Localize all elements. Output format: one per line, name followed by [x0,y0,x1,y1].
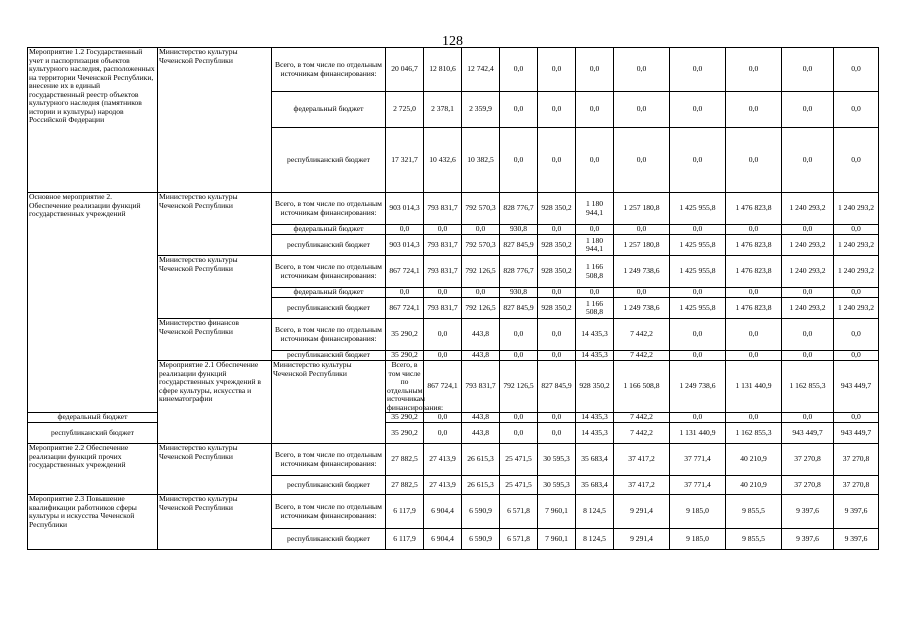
amount-cell: 0,0 [538,48,576,92]
amount-cell: 443,8 [462,423,500,444]
executor-cell: Министерство культуры Чеченской Республики [158,48,272,193]
amount-cell: 26 615,3 [462,444,500,476]
amount-cell: 1 240 293,2 [782,193,834,225]
amount-cell: 0,0 [576,128,614,193]
amount-cell: 0,0 [538,128,576,193]
amount-cell: 827 845,9 [500,298,538,319]
amount-cell: 0,0 [500,92,538,128]
funding-source-cell: Всего, в том числе по отдельным источникам финансирования: [272,444,386,476]
event-name-cell: Мероприятие 2.3 Повышение квалификации работников сферы культуры и искусства Чеченской Республики [28,495,158,550]
amount-cell: 37 270,8 [782,444,834,476]
amount-cell: 37 270,8 [782,476,834,495]
amount-cell: 17 321,7 [386,128,424,193]
amount-cell: 9 397,6 [834,529,879,550]
funding-source-cell: Всего, в том числе по отдельным источникам финансирования: [272,48,386,92]
amount-cell: 903 014,3 [386,235,424,256]
funding-source-cell: республиканский бюджет [272,529,386,550]
amount-cell: 0,0 [726,128,782,193]
amount-cell: 1 249 738,6 [614,298,670,319]
amount-cell: 0,0 [726,288,782,298]
amount-cell: 37 270,8 [834,444,879,476]
amount-cell: 9 291,4 [614,529,670,550]
event-name-cell: Основное мероприятие 2. Обеспечение реализации функций государственных учреждений [28,193,158,413]
amount-cell: 443,8 [462,351,500,361]
amount-cell: 793 831,7 [462,361,500,413]
amount-cell: 443,8 [462,319,500,351]
amount-cell: 0,0 [424,319,462,351]
amount-cell: 9 185,0 [670,529,726,550]
amount-cell: 0,0 [834,413,879,423]
amount-cell: 0,0 [500,413,538,423]
executor-cell: Министерство культуры Чеченской Республики [158,256,272,319]
amount-cell: 0,0 [462,288,500,298]
amount-cell: 27 882,5 [386,444,424,476]
amount-cell: 1 476 823,8 [726,193,782,225]
amount-cell: 2 725,0 [386,92,424,128]
amount-cell: 6 571,8 [500,495,538,529]
amount-cell: 1 131 440,9 [726,361,782,413]
funding-source-cell: республиканский бюджет [272,235,386,256]
amount-cell: 0,0 [670,288,726,298]
amount-cell: 793 831,7 [424,235,462,256]
amount-cell: 30 595,3 [538,476,576,495]
amount-cell: 9 291,4 [614,495,670,529]
page-number: 128 [442,34,463,49]
amount-cell: 27 413,9 [424,476,462,495]
amount-cell: 0,0 [538,413,576,423]
amount-cell: 793 831,7 [424,256,462,288]
amount-cell: 35 290,2 [386,351,424,361]
amount-cell: 1 180 944,1 [576,235,614,256]
amount-cell: 827 845,9 [500,235,538,256]
amount-cell: 0,0 [424,288,462,298]
amount-cell: 0,0 [670,319,726,351]
amount-cell: 37 270,8 [834,476,879,495]
amount-cell: 20 046,7 [386,48,424,92]
amount-cell: 35 290,2 [386,413,424,423]
amount-cell: 1 240 293,2 [834,193,879,225]
amount-cell: 7 442,2 [614,319,670,351]
event-name-cell: Мероприятие 2.1 Обеспечение реализации функций государственных учреждений в сфере культуры, искусства и кинематографии [158,361,272,444]
amount-cell: 0,0 [726,351,782,361]
event-name-cell: Мероприятие 2.2 Обеспечение реализации функций прочих государственных учреждений [28,444,158,495]
amount-cell: 40 210,9 [726,444,782,476]
amount-cell: 0,0 [834,92,879,128]
amount-cell: 903 014,3 [386,193,424,225]
amount-cell: 25 471,5 [500,476,538,495]
amount-cell: 928 350,2 [538,193,576,225]
amount-cell: 1 476 823,8 [726,235,782,256]
amount-cell: 793 831,7 [424,193,462,225]
amount-cell: 867 724,1 [424,361,462,413]
amount-cell: 928 350,2 [576,361,614,413]
amount-cell: 828 776,7 [500,256,538,288]
amount-cell: 943 449,7 [782,423,834,444]
amount-cell: 0,0 [500,351,538,361]
executor-cell: Министерство культуры Чеченской Республики [158,193,272,256]
amount-cell: 828 776,7 [500,193,538,225]
amount-cell: 6 904,4 [424,529,462,550]
table-row [28,413,879,423]
amount-cell: 930,8 [500,225,538,235]
amount-cell: 928 350,2 [538,235,576,256]
amount-cell: 1 249 738,6 [670,361,726,413]
amount-cell: 0,0 [782,319,834,351]
table-row [28,423,879,444]
amount-cell: 12 810,6 [424,48,462,92]
funding-source-cell: Всего, в том числе по отдельным источникам финансирования: [387,360,444,412]
amount-cell: 0,0 [726,225,782,235]
executor-cell: Министерство финансов Чеченской Республики [158,319,272,361]
amount-cell: 0,0 [424,413,462,423]
amount-cell: 792 126,5 [462,298,500,319]
amount-cell: 1 162 855,3 [726,423,782,444]
funding-source-cell: республиканский бюджет [272,128,386,193]
amount-cell: 1 425 955,8 [670,298,726,319]
table-row [28,495,879,529]
amount-cell: 0,0 [834,128,879,193]
amount-cell: 1 240 293,2 [782,298,834,319]
amount-cell: 0,0 [614,225,670,235]
amount-cell: 0,0 [726,48,782,92]
amount-cell: 26 615,3 [462,476,500,495]
amount-cell: 37 771,4 [670,476,726,495]
amount-cell: 0,0 [782,225,834,235]
funding-source-cell: федеральный бюджет [272,225,386,235]
funding-source-cell: федеральный бюджет [28,413,158,423]
amount-cell: 9 397,6 [782,495,834,529]
amount-cell: 6 117,9 [386,495,424,529]
amount-cell: 1 476 823,8 [726,298,782,319]
amount-cell: 1 162 855,3 [782,361,834,413]
event-name-cell: Мероприятие 1.2 Государственный учет и паспортизация объектов культурного наследия, расположенных на территории Чеченской Республики, внесение их в единый государственный реестр объектов культурного наследия (памятников истории и культуры) народов Российской Федерации [28,48,158,193]
amount-cell: 0,0 [670,48,726,92]
amount-cell: 0,0 [538,351,576,361]
amount-cell: 8 124,5 [576,529,614,550]
amount-cell: 7 442,2 [614,351,670,361]
amount-cell: 7 442,2 [614,423,670,444]
amount-cell: 0,0 [614,128,670,193]
amount-cell: 0,0 [726,319,782,351]
amount-cell: 9 397,6 [782,529,834,550]
amount-cell: 0,0 [500,423,538,444]
amount-cell: 0,0 [538,225,576,235]
executor-cell: Министерство культуры Чеченской Республики [158,495,272,550]
amount-cell: 2 359,9 [462,92,500,128]
funding-source-cell: Всего, в том числе по отдельным источникам финансирования: [272,256,386,288]
amount-cell: 0,0 [538,288,576,298]
amount-cell: 12 742,4 [462,48,500,92]
amount-cell: 1 240 293,2 [834,298,879,319]
amount-cell: 0,0 [782,92,834,128]
amount-cell: 0,0 [462,225,500,235]
amount-cell: 0,0 [386,225,424,235]
amount-cell: 8 124,5 [576,495,614,529]
amount-cell: 827 845,9 [538,361,576,413]
funding-source-cell: федеральный бюджет [272,288,386,298]
amount-cell: 0,0 [834,351,879,361]
table-row [28,48,879,92]
amount-cell: 9 855,5 [726,495,782,529]
amount-cell: 27 413,9 [424,444,462,476]
funding-source-cell: республиканский бюджет [28,423,158,444]
amount-cell: 793 831,7 [424,298,462,319]
amount-cell: 1 240 293,2 [834,256,879,288]
amount-cell: 443,8 [462,413,500,423]
amount-cell: 0,0 [424,423,462,444]
amount-cell: 7 442,2 [614,413,670,423]
amount-cell: 0,0 [726,92,782,128]
amount-cell: 2 378,1 [424,92,462,128]
amount-cell: 1 166 508,8 [576,256,614,288]
amount-cell: 1 131 440,9 [670,423,726,444]
amount-cell: 1 240 293,2 [782,256,834,288]
amount-cell: 0,0 [670,351,726,361]
amount-cell: 867 724,1 [386,298,424,319]
amount-cell: 1 425 955,8 [670,256,726,288]
amount-cell: 0,0 [614,92,670,128]
financing-table [27,47,879,550]
amount-cell: 37 417,2 [614,476,670,495]
amount-cell: 0,0 [782,351,834,361]
amount-cell: 0,0 [834,319,879,351]
executor-cell: Министерство культуры Чеченской Республики [158,444,272,495]
amount-cell: 14 435,3 [576,319,614,351]
amount-cell: 0,0 [500,48,538,92]
amount-cell: 792 126,5 [500,361,538,413]
funding-source-cell: Всего, в том числе по отдельным источникам финансирования: [272,495,386,529]
amount-cell: 0,0 [424,225,462,235]
table-body [28,48,879,550]
amount-cell: 0,0 [670,128,726,193]
amount-cell: 0,0 [538,92,576,128]
amount-cell: 930,8 [500,288,538,298]
amount-cell: 10 382,5 [462,128,500,193]
amount-cell: 0,0 [424,351,462,361]
amount-cell: 1 240 293,2 [834,235,879,256]
amount-cell: 35 683,4 [576,476,614,495]
amount-cell: 792 570,3 [462,193,500,225]
amount-cell: 25 471,5 [500,444,538,476]
amount-cell: 0,0 [834,225,879,235]
amount-cell: 37 417,2 [614,444,670,476]
amount-cell: 14 435,3 [576,351,614,361]
executor-cell: Министерство культуры Чеченской Республики [272,361,386,444]
amount-cell: 1 476 823,8 [726,256,782,288]
amount-cell: 1 257 180,8 [614,235,670,256]
funding-source-cell: федеральный бюджет [272,92,386,128]
amount-cell: 0,0 [538,319,576,351]
amount-cell: 792 126,5 [462,256,500,288]
amount-cell: 9 185,0 [670,495,726,529]
amount-cell: 0,0 [386,288,424,298]
amount-cell: 0,0 [726,413,782,423]
amount-cell: 0,0 [576,92,614,128]
amount-cell: 0,0 [670,225,726,235]
amount-cell: 1 166 508,8 [614,361,670,413]
amount-cell: 35 290,2 [386,319,424,351]
funding-source-cell: республиканский бюджет [272,476,386,495]
funding-source-cell: республиканский бюджет [272,298,386,319]
amount-cell: 14 435,3 [576,423,614,444]
amount-cell: 0,0 [614,48,670,92]
amount-cell: 9 397,6 [834,495,879,529]
amount-cell: 0,0 [834,288,879,298]
amount-cell: 0,0 [500,319,538,351]
amount-cell: 7 960,1 [538,495,576,529]
funding-source-cell: республиканский бюджет [272,351,386,361]
funding-source-cell: Всего, в том числе по отдельным источникам финансирования: [272,193,386,225]
funding-source-cell: Всего, в том числе по отдельным источникам финансирования: [272,319,386,351]
amount-cell: 0,0 [670,413,726,423]
amount-cell: 0,0 [538,423,576,444]
amount-cell: 0,0 [834,48,879,92]
amount-cell: 6 590,9 [462,529,500,550]
amount-cell: 37 771,4 [670,444,726,476]
amount-cell: 0,0 [670,92,726,128]
amount-cell: 943 449,7 [834,361,879,413]
amount-cell: 9 855,5 [726,529,782,550]
amount-cell: 1 425 955,8 [670,193,726,225]
amount-cell: 35 683,4 [576,444,614,476]
amount-cell: 0,0 [614,288,670,298]
amount-cell: 792 570,3 [462,235,500,256]
amount-cell: 27 882,5 [386,476,424,495]
amount-cell: 6 904,4 [424,495,462,529]
amount-cell: 1 166 508,8 [576,298,614,319]
amount-cell: 1 249 738,6 [614,256,670,288]
amount-cell: 867 724,1 [386,256,424,288]
amount-cell: 1 257 180,8 [614,193,670,225]
amount-cell: 1 180 944,1 [576,193,614,225]
table-row [28,444,879,476]
amount-cell: 14 435,3 [576,413,614,423]
amount-cell: 0,0 [782,288,834,298]
amount-cell: 30 595,3 [538,444,576,476]
amount-cell: 0,0 [576,288,614,298]
amount-cell: 928 350,2 [538,256,576,288]
amount-cell: 7 960,1 [538,529,576,550]
amount-cell: 40 210,9 [726,476,782,495]
amount-cell: 0,0 [576,225,614,235]
amount-cell: 6 571,8 [500,529,538,550]
amount-cell: 0,0 [500,128,538,193]
amount-cell: 0,0 [782,48,834,92]
amount-cell: 943 449,7 [834,423,879,444]
table-row [28,193,879,225]
amount-cell: 0,0 [782,413,834,423]
amount-cell: 1 240 293,2 [782,235,834,256]
amount-cell: 928 350,2 [538,298,576,319]
amount-cell: 6 590,9 [462,495,500,529]
amount-cell: 35 290,2 [386,423,424,444]
amount-cell: 0,0 [576,48,614,92]
amount-cell: 10 432,6 [424,128,462,193]
amount-cell: 0,0 [782,128,834,193]
amount-cell: 1 425 955,8 [670,235,726,256]
amount-cell: 6 117,9 [386,529,424,550]
